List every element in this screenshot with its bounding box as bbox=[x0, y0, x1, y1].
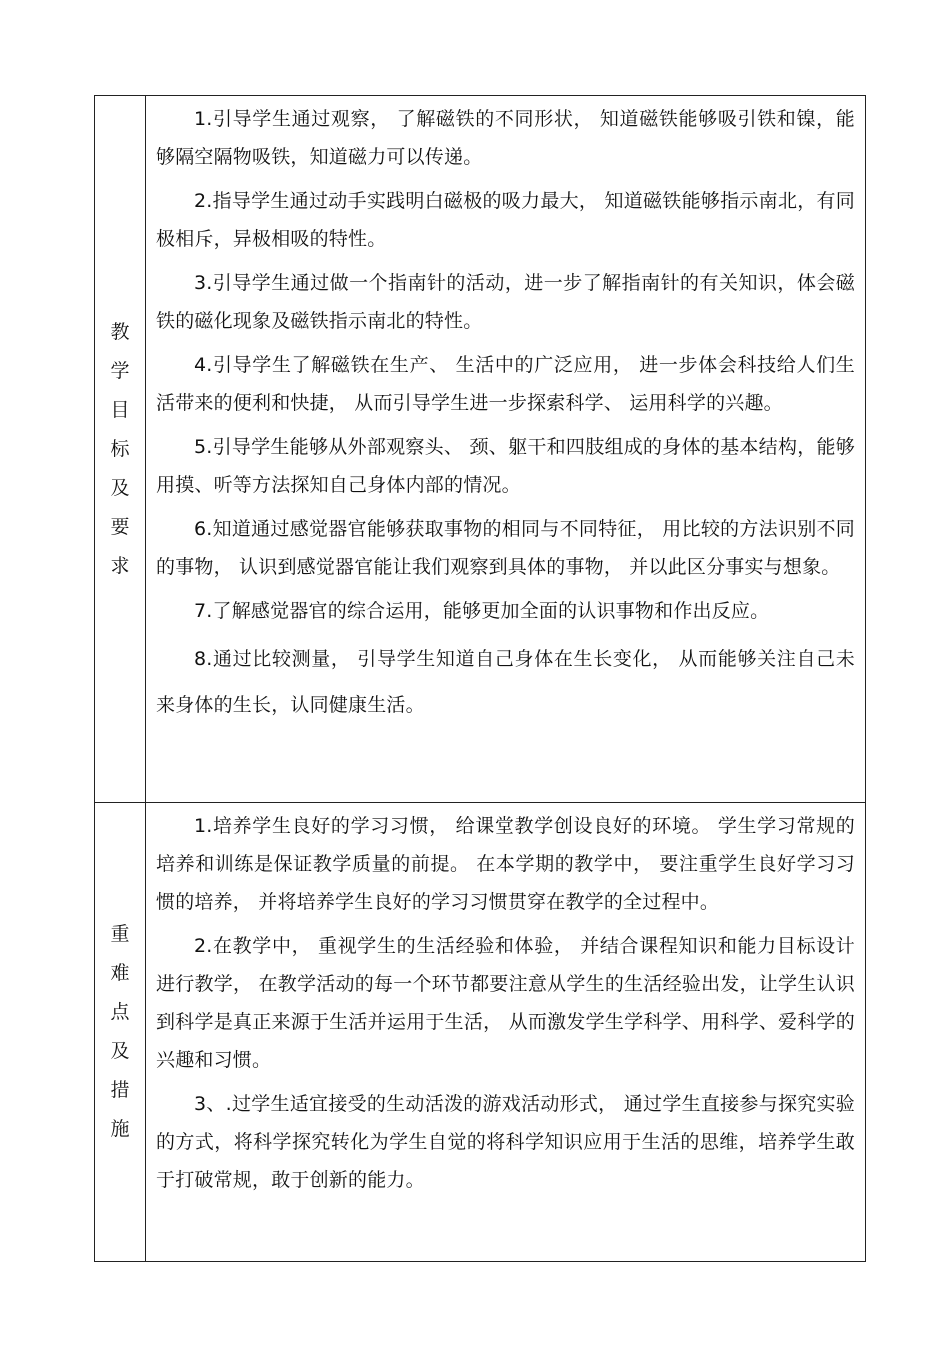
measure-item: 1.培养学生良好的学习习惯， 给课堂教学创设良好的环境。 学生学习常规的培养和训练是保证教学质量的前提。 在本学期的教学中， 要注重学生良好学习习惯的培养， 并将培养学生良好的学习习惯贯穿在教学的全过程中。 bbox=[156, 815, 855, 913]
measure-item: 3、.过学生适宜接受的生动活泼的游戏活动形式， 通过学生直接参与探究实验的方式，将科学探究转化为学生自觉的将科学知识应用于生活的思维，培养学生敢于打破常规，敢于创新的能力。 bbox=[156, 1093, 855, 1191]
objectives-row bbox=[95, 96, 866, 803]
objective-item: 5.引导学生能够从外部观察头、 颈、躯干和四肢组成的身体的基本结构，能够用摸、听等方法探知自己身体内部的情况。 bbox=[156, 436, 855, 496]
objective-item: 1.引导学生通过观察， 了解磁铁的不同形状， 知道磁铁能够吸引铁和镍，能够隔空隔物吸铁，知道磁力可以传递。 bbox=[156, 108, 855, 168]
key-points-label-cell bbox=[95, 803, 146, 1262]
objective-item: 6.知道通过感觉器官能够获取事物的相同与不同特征， 用比较的方法识别不同的事物， 认识到感觉器官能让我们观察到具体的事物， 并以此区分事实与想象。 bbox=[156, 518, 855, 578]
objective-item: 7.了解感觉器官的综合运用，能够更加全面的认识事物和作出反应。 bbox=[194, 600, 770, 622]
objective-item: 8.通过比较测量， 引导学生知道自己身体在生长变化， 从而能够关注自己未来身体的生长，认同健康生活。 bbox=[156, 648, 855, 716]
measure-item: 2.在教学中， 重视学生的生活经验和体验， 并结合课程知识和能力目标设计进行教学， 在教学活动的每一个环节都要注意从学生的生活经验出发，让学生认识到科学是真正来源于生活并运用于生活， 从而激发学生学科学、用科学、爱科学的兴趣和习惯。 bbox=[156, 935, 855, 1071]
key-points-label: 重难点及措施 bbox=[110, 923, 130, 1140]
plan-table bbox=[94, 95, 866, 1262]
key-points-content-cell bbox=[146, 803, 866, 1262]
objective-item: 3.引导学生通过做一个指南针的活动，进一步了解指南针的有关知识，体会磁铁的磁化现象及磁铁指示南北的特性。 bbox=[156, 272, 855, 332]
key-points-list bbox=[146, 803, 865, 1199]
objectives-list bbox=[146, 96, 865, 728]
objectives-label-cell bbox=[95, 96, 146, 803]
objectives-content-cell bbox=[146, 96, 866, 803]
objective-item: 2.指导学生通过动手实践明白磁极的吸力最大， 知道磁铁能够指示南北，有同极相斥，异极相吸的特性。 bbox=[156, 190, 855, 250]
objectives-label: 教学目标及要求 bbox=[110, 320, 130, 577]
objective-item: 4.引导学生了解磁铁在生产、 生活中的广泛应用， 进一步体会科技给人们生活带来的便利和快捷， 从而引导学生进一步探索科学、 运用科学的兴趣。 bbox=[156, 354, 855, 414]
key-points-row bbox=[95, 803, 866, 1262]
